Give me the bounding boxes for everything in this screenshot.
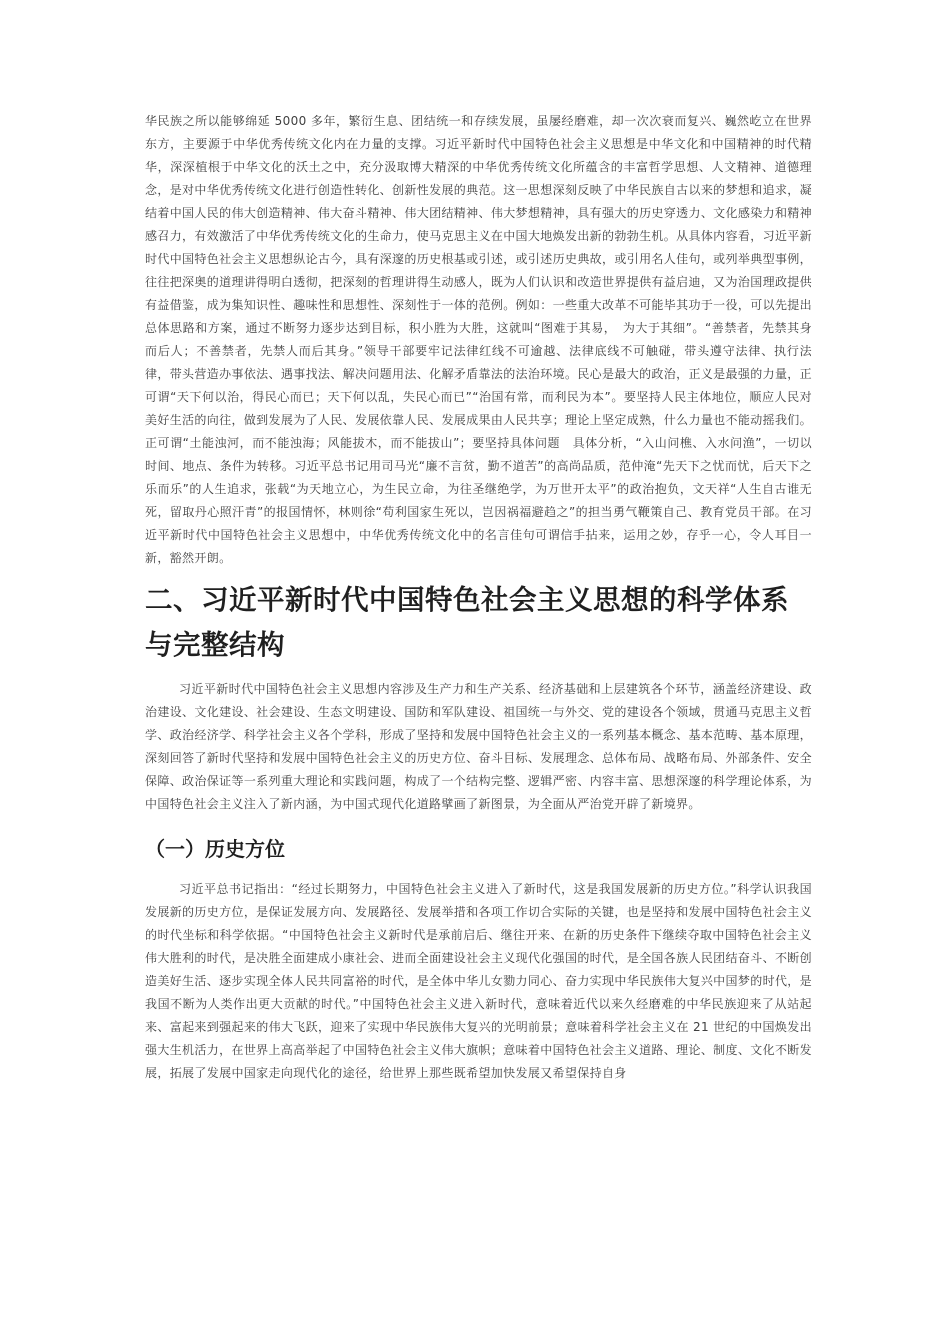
document-page — [145, 110, 812, 1085]
system-paragraph: 习近平新时代中国特色社会主义思想内容涉及生产力和生产关系、经济基础和上层建筑各个环节，涵盖经济建设、政治建设、文化建设、社会建设、生态文明建设、国防和军队建设、祖国统一与外交、党的建设各个领域，贯通马克思主义哲学、政治经济学、科学社会主义各个学科，形成了坚持和发展中国特色社会主义的一系列基本概念、基本范畴、基本原理，深刻回答了新时代坚持和发展中国特色社会主义的历史方位、奋斗目标、发展理念、总体布局、战略布局、外部条件、安全保障、政治保证等一系列重大理论和实践问题，构成了一个结构完整、逻辑严密、内容丰富、思想深邃的科学理论体系，为中国特色社会主义注入了新内涵，为中国式现代化道路擘画了新图景，为全面从严治党开辟了新境界。 — [145, 682, 812, 811]
history-paragraph: 习近平总书记指出：“经过长期努力，中国特色社会主义进入了新时代，这是我国发展新的历史方位。”科学认识我国发展新的历史方位，是保证发展方向、发展路径、发展举措和各项工作切合实际的关键，也是坚持和发展中国特色社会主义的时代坐标和科学依据。“中国特色社会主义新时代是承前启后、继往开来、在新的历史条件下继续夺取中国特色社会主义伟大胜利的时代，是决胜全面建成小康社会、进而全面建设社会主义现代化强国的时代，是全国各族人民团结奋斗、不断创造美好生活、逐步实现全体人民共同富裕的时代，是全体中华儿女勠力同心、奋力实现中华民族伟大复兴中国梦的时代，是我国不断为人类作出更大贡献的时代。”中国特色社会主义进入新时代，意味着近代以来久经磨难的中华民族迎来了从站起来、富起来到强起来的伟大飞跃，迎来了实现中华民族伟大复兴的光明前景；意味着科学社会主义在 21 世纪的中国焕发出强大生机活力，在世界上高高举起了中国特色社会主义伟大旗帜；意味着中国特色社会主义道路、理论、制度、文化不断发展，拓展了发展中国家走向现代化的途径，给世界上那些既希望加快发展又希望保持自身 — [145, 882, 812, 1080]
heading-spacer — [145, 668, 812, 678]
sub-heading: （一）历史方位 — [145, 837, 285, 861]
intro-paragraph: 华民族之所以能够绵延 5000 多年，繁衍生息、团结统一和存续发展，虽屡经磨难，却一次次衰而复兴、巍然屹立在世界东方，主要源于中华优秀传统文化内在力量的支撑。习近平新时代中国特色社会主义思想是中华文化和中国精神的时代精华，深深植根于中华文化的沃土之中，充分汲取博大精深的中华优秀传统文化所蕴含的丰富哲学思想、人文精神、道德理念，是对中华优秀传统文化进行创造性转化、创新性发展的典范。这一思想深刻反映了中华民族自古以来的梦想和追求，凝结着中国人民的伟大创造精神、伟大奋斗精神、伟大团结精神、伟大梦想精神，具有强大的历史穿透力、文化感染力和精神感召力，有效激活了中华优秀传统文化的生命力，使马克思主义在中国大地焕发出新的勃勃生机。从具体内容看，习近平新时代中国特色社会主义思想纵论古今，具有深邃的历史根基或引述，或引述历史典故，或引用名人佳句，或列举典型事例，往往把深奥的道理讲得明白透彻，把深刻的哲理讲得生动感人，既为人们认识和改造世界提供有益启迪，又为治国理政提供有益借鉴，成为集知识性、趣味性和思想性、深刻性于一体的范例。例如：一些重大改革不可能毕其功于一役，可以先提出总体思路和方案，通过不断努力逐步达到目标，积小胜为大胜，这就叫“图难于其易， 为大于其细”。“善禁者，先禁其身而后人；不善禁者，先禁人而后其身。”领导干部要牢记法律红线不可逾越、法律底线不可触碰，带头遵守法律、执行法律，带头营造办事依法、遇事找法、解决问题用法、化解矛盾靠法的法治环境。民心是最大的政治，正义是最强的力量，正可谓“天下何以治，得民心而已；天下何以乱，失民心而已”“治国有常，而利民为本”。要坚持人民主体地位，顺应人民对美好生活的向往，做到发展为了人民、发展依靠人民、发展成果由人民共享；理论上坚定成熟，什么力量也不能动摇我们。正可谓“土能浊河，而不能浊海；风能拔木，而不能拔山”；要坚持具体问题 具体分析，“入山问樵、入水问渔”，一切以时间、地点、条件为转移。习近平总书记用司马光“廉不言贫，勤不道苦”的高尚品质，范仲淹“先天下之忧而忧，后天下之乐而乐”的人生追求，张载“为天地立心，为生民立命，为往圣继绝学，为万世开太平”的政治抱负，文天祥“人生自古谁无死，留取丹心照汗青”的报国情怀，林则徐“苟利国家生死以，岂因祸福避趋之”的担当勇气鞭策自己、教育党员干部。在习近平新时代中国特色社会主义思想中，中华优秀传统文化中的名言佳句可谓信手拈来，运用之妙，存乎一心，令人耳目一新，豁然开朗。 — [145, 114, 812, 565]
section-heading: 二、习近平新时代中国特色社会主义思想的科学体系与完整结构 — [145, 584, 789, 661]
